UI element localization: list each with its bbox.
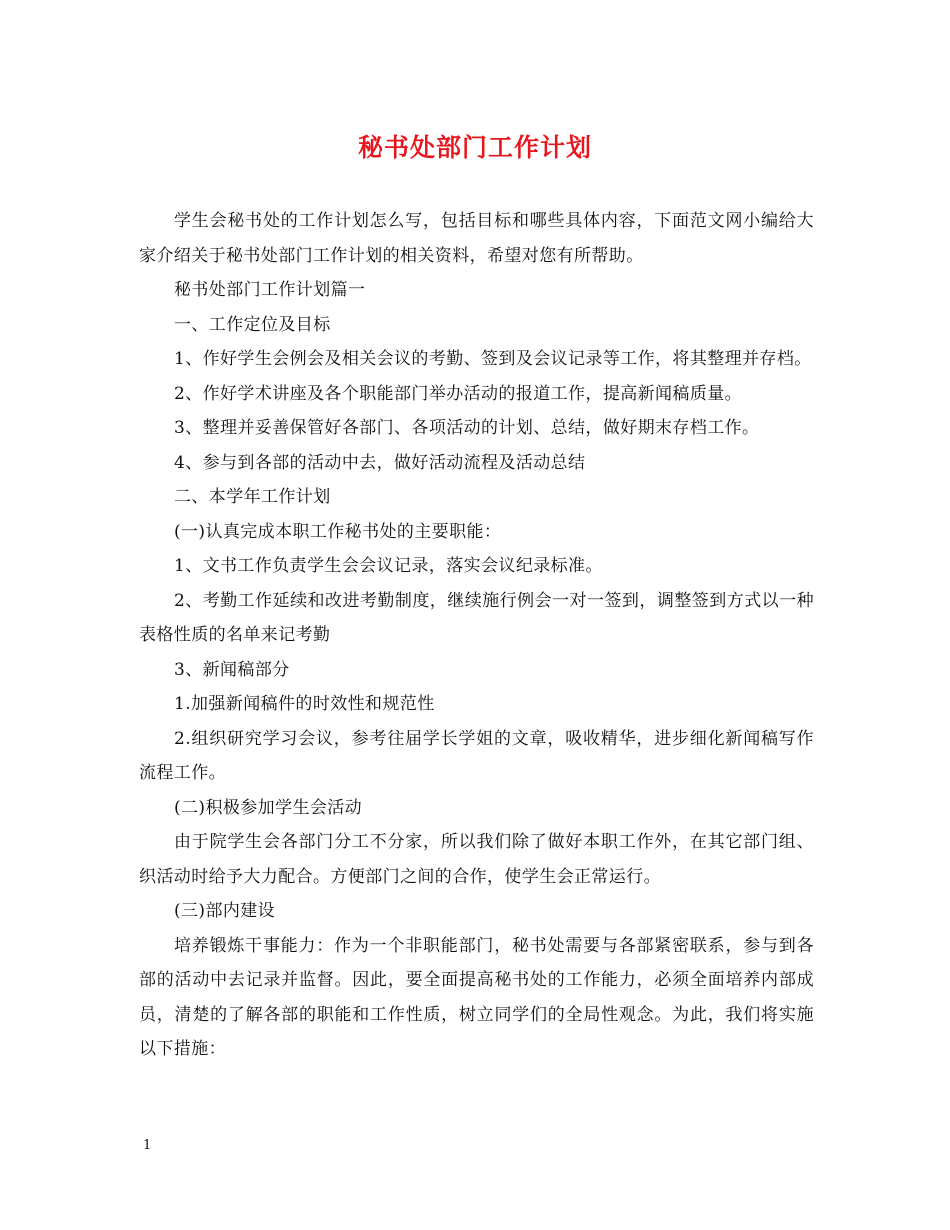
paragraph-subheading: (一)认真完成本职工作秘书处的主要职能： (174, 521, 502, 542)
paragraph-body: 培养锻炼干事能力：作为一个非职能部门，秘书处需要与各部紧密联系，参与到各部的活动中去记录并监督。因此，要全面提高秘书处的工作能力，必须全面培养内部成员，清楚的了解各部的职能和工作性质，树立同学们的全局性观念。为此，我们将实施以下措施： (139, 935, 814, 1059)
paragraph-heading-2: 二、本学年工作计划 (174, 487, 331, 507)
paragraph-item: 1.加强新闻稿件的时效性和规范性 (174, 694, 435, 714)
page-number: 1 (143, 1138, 152, 1153)
paragraph-section-heading: 秘书处部门工作计划篇一 (174, 280, 366, 300)
paragraph-heading-1: 一、工作定位及目标 (174, 314, 331, 335)
paragraph-item: 4、参与到各部的活动中去，做好活动流程及活动总结 (174, 452, 586, 473)
paragraph-intro: 学生会秘书处的工作计划怎么写，包括目标和哪些具体内容，下面范文网小编给大家介绍关于秘书处部门工作计划的相关资料，希望对您有所帮助。 (139, 211, 814, 266)
document-title: 秘书处部门工作计划 (357, 133, 592, 162)
paragraph-item: 1、作好学生会例会及相关会议的考勤、签到及会议记录等工作，将其整理并存档。 (174, 349, 812, 369)
paragraph-item: 1、文书工作负责学生会会议记录，落实会议纪录标准。 (174, 556, 603, 576)
paragraph-item: 3、整理并妥善保管好各部门、各项活动的计划、总结，做好期末存档工作。 (174, 418, 760, 438)
paragraph-item: 2、考勤工作延续和改进考勤制度，继续施行例会一对一签到，调整签到方式以一种表格性质的名单来记考勤 (139, 590, 814, 645)
paragraph-item: 2.组织研究学习会议，参考往届学长学姐的文章，吸收精华，进步细化新闻稿写作流程工作。 (139, 728, 814, 783)
paragraph-item: 2、作好学术讲座及各个职能部门举办活动的报道工作，提高新闻稿质量。 (174, 383, 743, 404)
paragraph-subheading: (三)部内建设 (174, 901, 276, 921)
paragraph-subheading: (二)积极参加学生会活动 (174, 797, 363, 818)
document-body (139, 204, 814, 1067)
paragraph-item: 3、新闻稿部分 (174, 659, 290, 680)
paragraph-body: 由于院学生会各部门分工不分家，所以我们除了做好本职工作外，在其它部门组、织活动时给予大力配合。方便部门之间的合作，使学生会正常运行。 (139, 832, 814, 887)
